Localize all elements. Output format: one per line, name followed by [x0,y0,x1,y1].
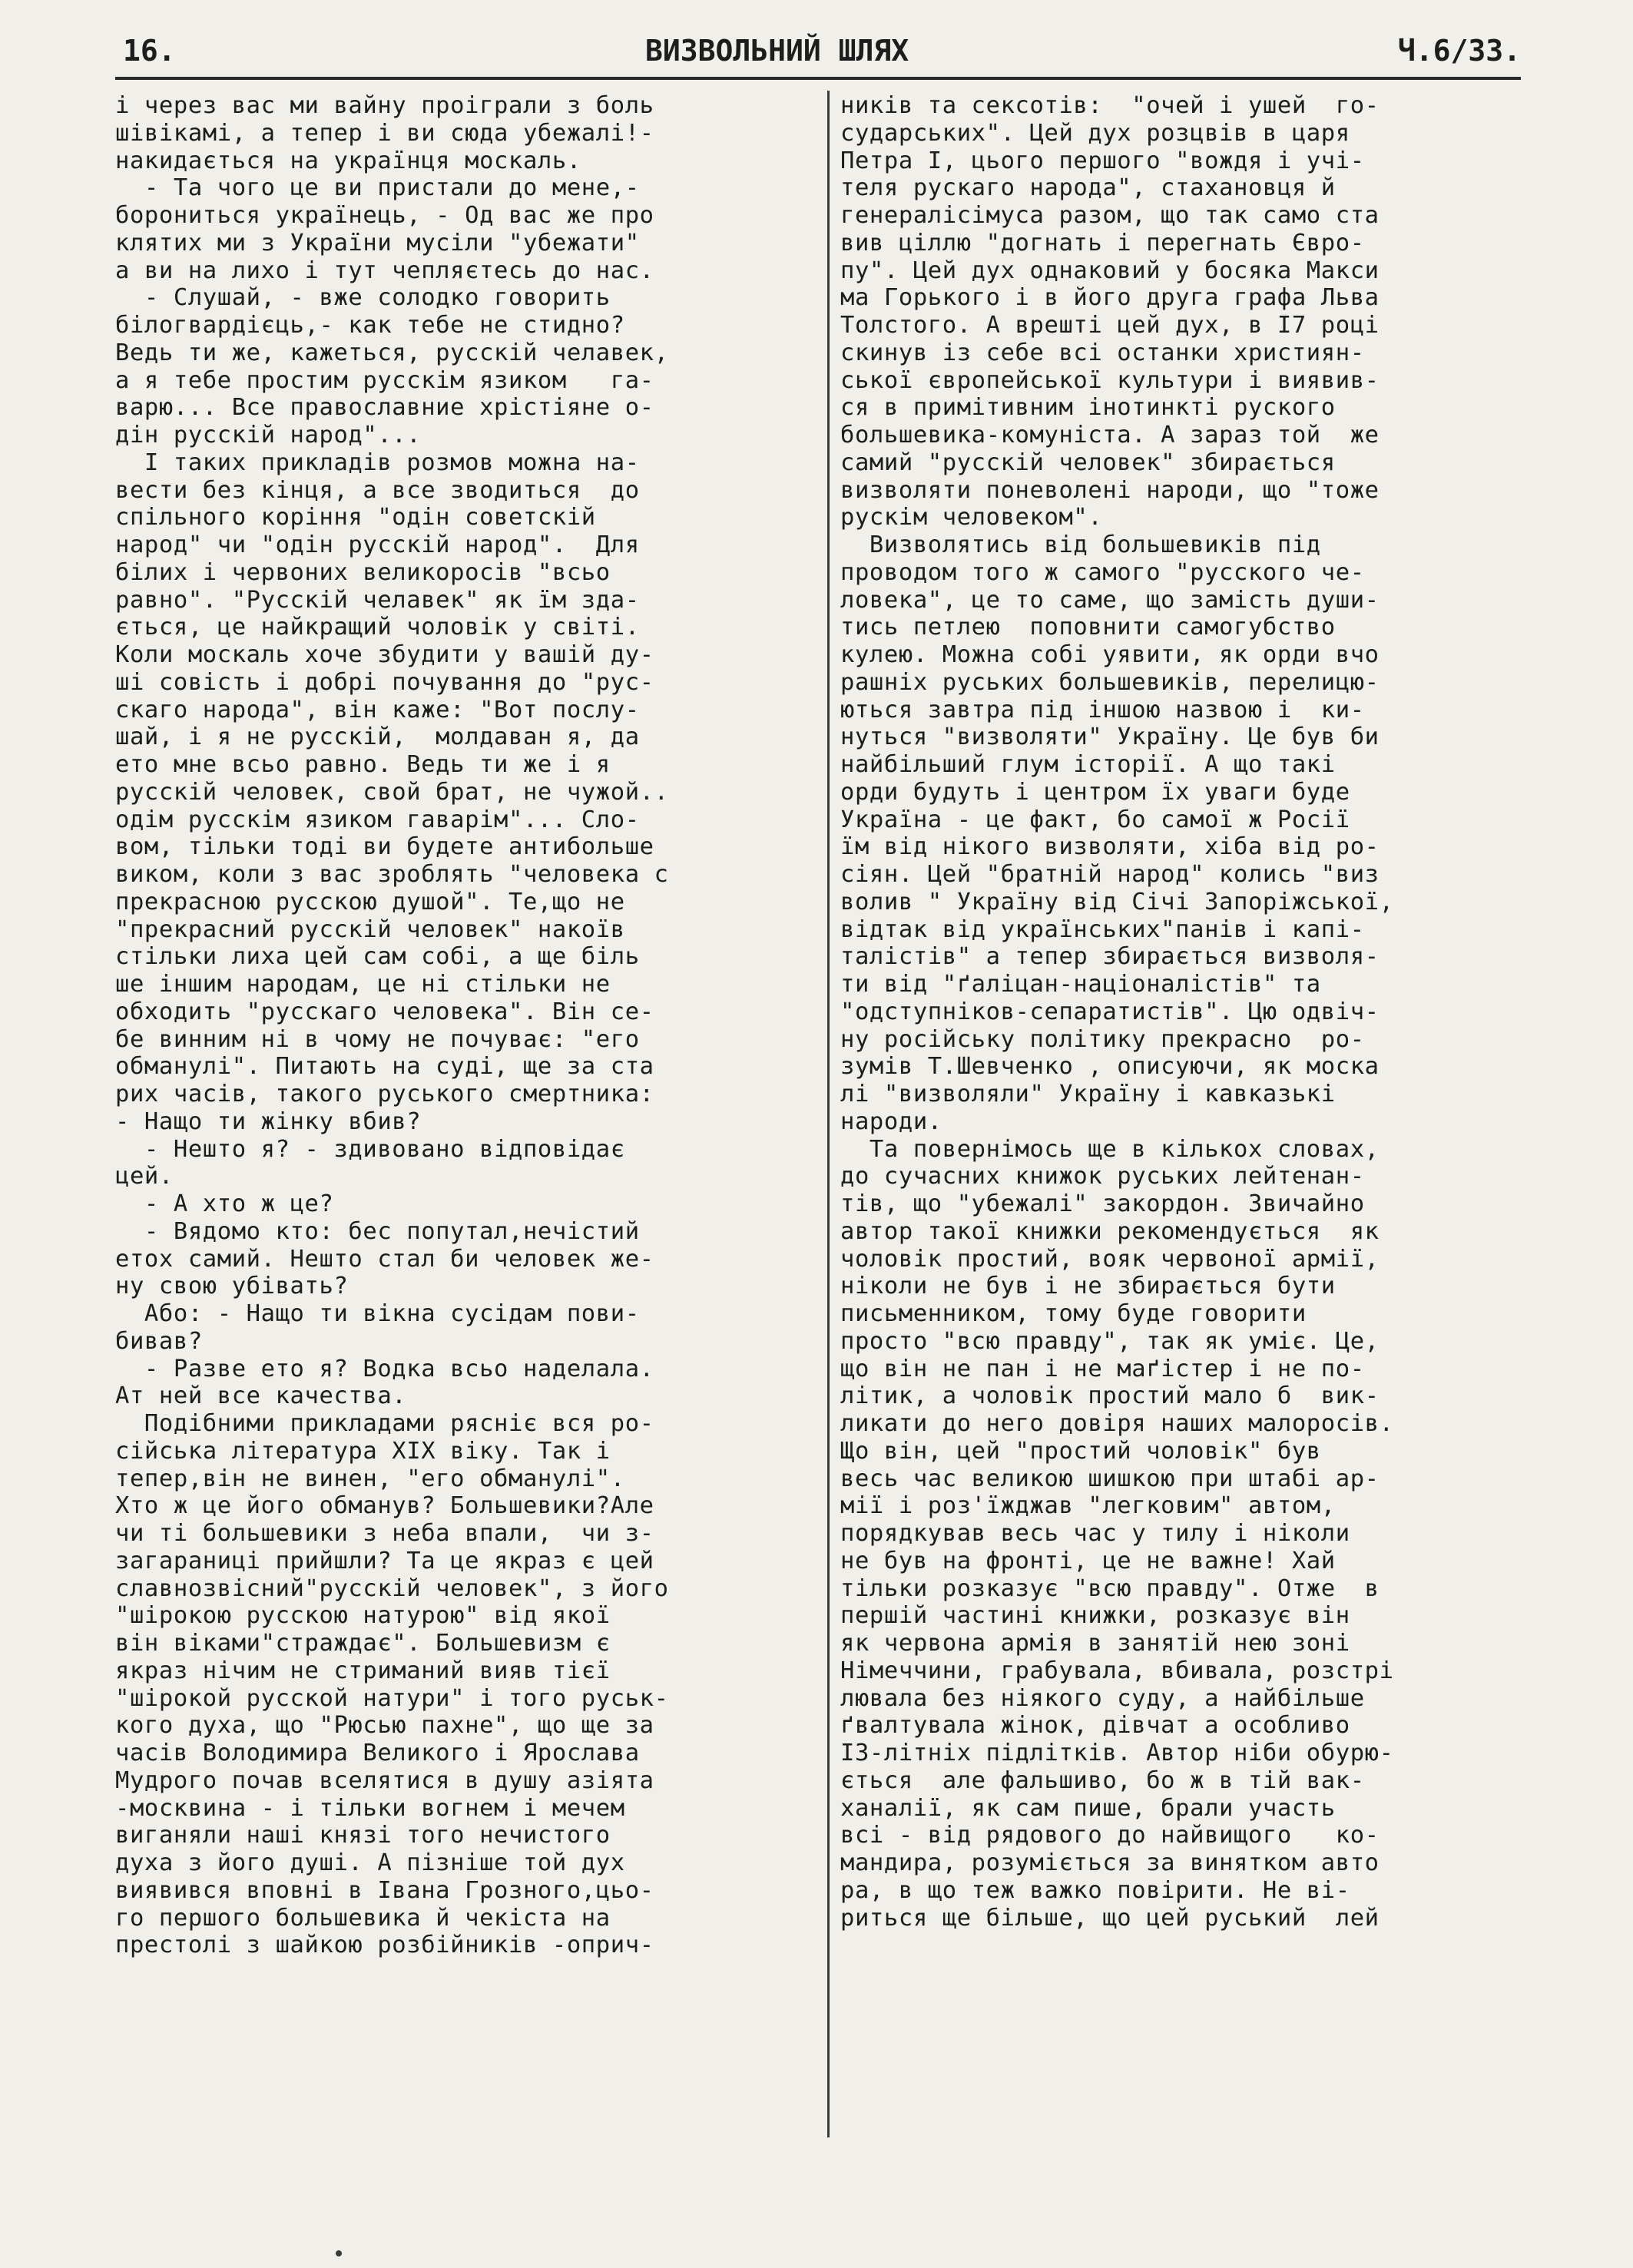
text-line: "одступніков-сепаратистів". Цю одвіч- [840,998,1380,1025]
text-line: літик, а чоловік простий мало б вик- [840,1382,1380,1410]
text-line: ші совість і добрі почування до "рус- [115,668,654,696]
text-line: прекрасною русскою душой". Те,що не [115,888,625,915]
right-text-column [840,92,1524,1932]
text-line: Та повернімось ще в кількох словах, [840,1135,1380,1163]
text-line: ше іншим народам, це ні стільки не [115,971,611,998]
text-line: ніколи не був і не збирається бути [840,1273,1336,1300]
text-line: талістів" а тепер збирається визволя- [840,943,1380,971]
text-line: сіян. Цей "братній народ" колись "виз [840,861,1380,888]
text-line: пу". Цей дух однаковий у босяка Макси [840,257,1380,284]
text-line: "прекрасний русскій человек" накоїв [115,915,625,943]
text-line: теля рускаго народа", стахановця й [840,174,1336,202]
text-line: етох самий. Нешто стал би человек же- [115,1245,654,1273]
text-line: борониться українець, - Од вас же про [115,202,654,229]
text-line: скаго народа", він каже: "Вот послу- [115,696,640,723]
text-line: Україна - це факт, бо самої ж Росії [840,806,1350,833]
text-line: просто "всю правду", так як уміє. Це, [840,1327,1380,1355]
header-rule [115,77,1521,80]
text-line: автор такої книжки рекомендується як [840,1217,1380,1245]
text-line: рускім человеком". [840,504,1103,531]
text-line: ся в примітивним інотинкті руского [840,394,1336,422]
text-line: рашніх руських большевиків, перелицю- [840,668,1380,696]
text-line: волив " Україну від Січі Запоріжської, [840,888,1394,915]
text-line: тів, що "убежалі" закордон. Звичайно [840,1190,1365,1217]
text-line: Мудрого почав вселятися в душу азіята [115,1766,654,1794]
text-line: загараниці прийшли? Та це якраз є цей [115,1547,654,1574]
text-line: ну свою убівать? [115,1273,349,1300]
text-line: накидається на українця москаль. [115,147,581,174]
text-line: бе винним ні в чому не почуває: "его [115,1025,640,1053]
text-line: ма Горького і в його друга графа Льва [840,284,1380,312]
text-line: обходить "русскаго человека". Він се- [115,998,654,1025]
text-line: ликати до него довіря наших малоросів. [840,1410,1394,1437]
text-line: - Разве ето я? Водка всьо наделала. [115,1355,654,1382]
text-line: ються завтра під іншою назвою і ки- [840,696,1365,723]
text-line: до сучасних книжок руських лейтенан- [840,1163,1365,1190]
left-text-column [115,92,814,1959]
text-line: білих і червоних великоросів "всьо [115,558,611,586]
text-line: ловека", це то саме, що замість души- [840,586,1380,614]
text-line: виганяли наші князі того нечистого [115,1822,611,1849]
text-line: ну російську політику прекрасно ро- [840,1025,1365,1053]
text-line: ської європейської культури і виявив- [840,366,1380,394]
page-number: 16. [123,34,176,68]
text-line: білогвардієць,- как тебе не стидно? [115,312,625,339]
page-header [115,34,1521,72]
text-line: шай, і я не русскій, молдаван я, да [115,723,640,751]
text-line: Що він, цей "простий чоловік" був [840,1437,1321,1465]
text-line: - Та чого це ви пристали до мене,- [115,174,640,202]
text-line: нуться "визволяти" Україну. Це був би [840,723,1380,751]
column-divider [827,91,830,2137]
text-line: - Слушай, - вже солодко говорить [115,284,611,312]
text-line: весь час великою шишкою при штабі ар- [840,1465,1380,1492]
text-line: варю... Все православние хрістіяне о- [115,394,654,422]
text-line: Ведь ти же, кажеться, русскій челавек, [115,339,669,366]
text-line: бивав? [115,1327,203,1355]
text-line: мії і роз'їжджав "легковим" автом, [840,1492,1336,1520]
text-line: що він не пан і не маґістер і не по- [840,1355,1365,1382]
text-line: не був на фронті, це не важне! Хай [840,1547,1336,1574]
text-line: визволяти поневолені народи, що "тоже [840,476,1380,504]
text-line: а ви на лихо і тут чепляєтесь до нас. [115,257,654,284]
ink-dot [336,2250,342,2256]
text-line: "шірокой русской натури" і того руськ- [115,1684,669,1712]
text-line: Подібними прикладами рясніє вся ро- [115,1410,654,1437]
text-line: зумів Т.Шевченко , описуючи, як моска [840,1053,1380,1081]
text-line: Або: - Нащо ти вікна сусідам пови- [115,1300,640,1327]
text-line: - Нащо ти жінку вбив? [115,1108,422,1135]
text-line: русскій человек, свой брат, не чужой.. [115,778,669,806]
text-line: генералісімуса разом, що так само ста [840,202,1380,229]
text-line: проводом того ж самого "русского че- [840,558,1365,586]
text-line: ІЗ-літніх підлітків. Автор ніби обурю- [840,1740,1394,1766]
text-line: лювала без ніякого суду, а найбільше [840,1684,1365,1712]
text-line: першій частині книжки, розказує він [840,1602,1350,1630]
text-line: Петра І, цього першого "вождя і учі- [840,147,1365,174]
text-line: ето мне всьо равно. Ведь ти же і я [115,751,611,778]
text-line: Хто ж це його обманув? Большевики?Але [115,1492,654,1520]
text-line: сійська література XIX віку. Так і [115,1437,611,1465]
text-line: сударських". Цей дух розцвів в царя [840,119,1350,147]
text-line: спільного коріння "одін советскій [115,504,596,531]
text-line: вом, тільки тоді ви будете антибольше [115,833,654,861]
text-line: славнозвісний"русскій человек", з його [115,1574,669,1602]
text-line: - Вядомо кто: бес попутал,нечістий [115,1217,640,1245]
text-line: рих часів, такого руського смертника: [115,1081,654,1108]
text-line: лі "визволяли" Україну і кавказькі [840,1081,1336,1108]
text-line: Ат ней все качества. [115,1382,407,1410]
text-line: порядкував весь час у тилу і ніколи [840,1520,1350,1547]
text-line: Толстого. А врешті цей дух, в І7 році [840,312,1380,339]
issue-number: Ч.6/33. [1397,34,1521,68]
text-line: - Нешто я? - здивовано відповідає [115,1135,625,1163]
text-line: кулею. Можна собі уявити, як орди вчо [840,641,1380,668]
text-line: ється, це найкращий чоловік у світі. [115,614,640,641]
text-line: Німеччини, грабувала, вбивала, розстрі [840,1657,1394,1684]
text-line: вести без кінця, а все зводиться до [115,476,640,504]
text-line: тепер,він не винен, "его обманулі". [115,1465,625,1492]
text-line: го першого большевика й чекіста на [115,1904,611,1932]
text-line: духа з його душі. А пізніше той дух [115,1849,625,1876]
text-line: Коли москаль хоче збудити у вашій ду- [115,641,654,668]
text-line: він віками"страждає". Большевизм є [115,1630,611,1657]
text-line: чи ті большевики з неба впали, чи з- [115,1520,654,1547]
text-line: письменником, тому буде говорити [840,1300,1307,1327]
text-line: тись петлею поповнити самогубство [840,614,1336,641]
text-line: часів Володимира Великого і Ярослава [115,1740,640,1766]
text-line: равно". "Русскій челавек" як їм зда- [115,586,640,614]
text-line: народи. [840,1108,942,1135]
text-line: як червона армія в занятій нею зоні [840,1630,1350,1657]
journal-title: ВИЗВОЛЬНИЙ ШЛЯХ [645,34,909,68]
text-line: обманулі". Питають на суді, ще за ста [115,1053,654,1081]
text-line: ється але фальшиво, бо ж в тій вак- [840,1766,1365,1794]
text-line: тільки розказує "всю правду". Отже в [840,1574,1380,1602]
text-line: І таких прикладів розмов можна на- [115,449,640,476]
text-line: скинув із себе всі останки християн- [840,339,1365,366]
text-line: ґвалтувала жінок, дівчат а особливо [840,1712,1350,1740]
text-line: виком, коли з вас зроблять "человека с [115,861,669,888]
text-line: вив ціллю "догнать і перегнать Євро- [840,229,1365,257]
text-line: риться ще більше, що цей руський лей [840,1904,1380,1932]
text-line: а я тебе простим русскім язиком га- [115,366,654,394]
text-line: - А хто ж це? [115,1190,334,1217]
text-line: орди будуть і центром їх уваги буде [840,778,1350,806]
text-line: большевика-комуніста. А зараз той же [840,422,1380,449]
text-line: чоловік простий, вояк червоної армії, [840,1245,1380,1273]
text-line: їм від нікого визволяти, хіба від ро- [840,833,1380,861]
text-line: ханалії, як сам пише, брали участь [840,1794,1336,1822]
text-line: виявився вповні в Івана Грозного,цьо- [115,1876,654,1904]
text-line: клятих ми з України мусіли "убежати" [115,229,640,257]
text-line: якраз нічим не стриманий вияв тієї [115,1657,611,1684]
text-line: кого духа, що "Рюсью пахне", що ще за [115,1712,654,1740]
text-line: одім русскім язиком гаварім"... Сло- [115,806,640,833]
text-line: стільки лиха цей сам собі, а ще біль [115,943,640,971]
text-line: відтак від українських"панів і капі- [840,915,1365,943]
text-line: цей. [115,1163,174,1190]
text-line: -москвина - і тільки вогнем і мечем [115,1794,625,1822]
text-line: ників та сексотів: "очей і ушей го- [840,92,1380,119]
text-line: мандира, розуміється за винятком авто [840,1849,1380,1876]
text-line: ра, в що теж важко повірити. Не ві- [840,1876,1350,1904]
text-line: і через вас ми вайну проіграли з боль [115,92,654,119]
text-line: дін русскій народ"... [115,422,422,449]
text-line: всі - від рядового до найвищого ко- [840,1822,1380,1849]
text-line: Визволятись від большевиків під [840,531,1321,558]
text-line: шівікамі, а тепер і ви сюда убежалі!- [115,119,654,147]
text-line: народ" чи "одін русскій народ". Для [115,531,640,558]
text-line: "шірокою русскою натурою" від якої [115,1602,611,1630]
text-line: престолі з шайкою розбійників -оприч- [115,1932,654,1959]
text-line: ти від "ґаліцан-націоналістів" та [840,971,1321,998]
text-line: найбільший глум історії. А що такі [840,751,1336,778]
text-line: самий "русскій человек" збирається [840,449,1336,476]
